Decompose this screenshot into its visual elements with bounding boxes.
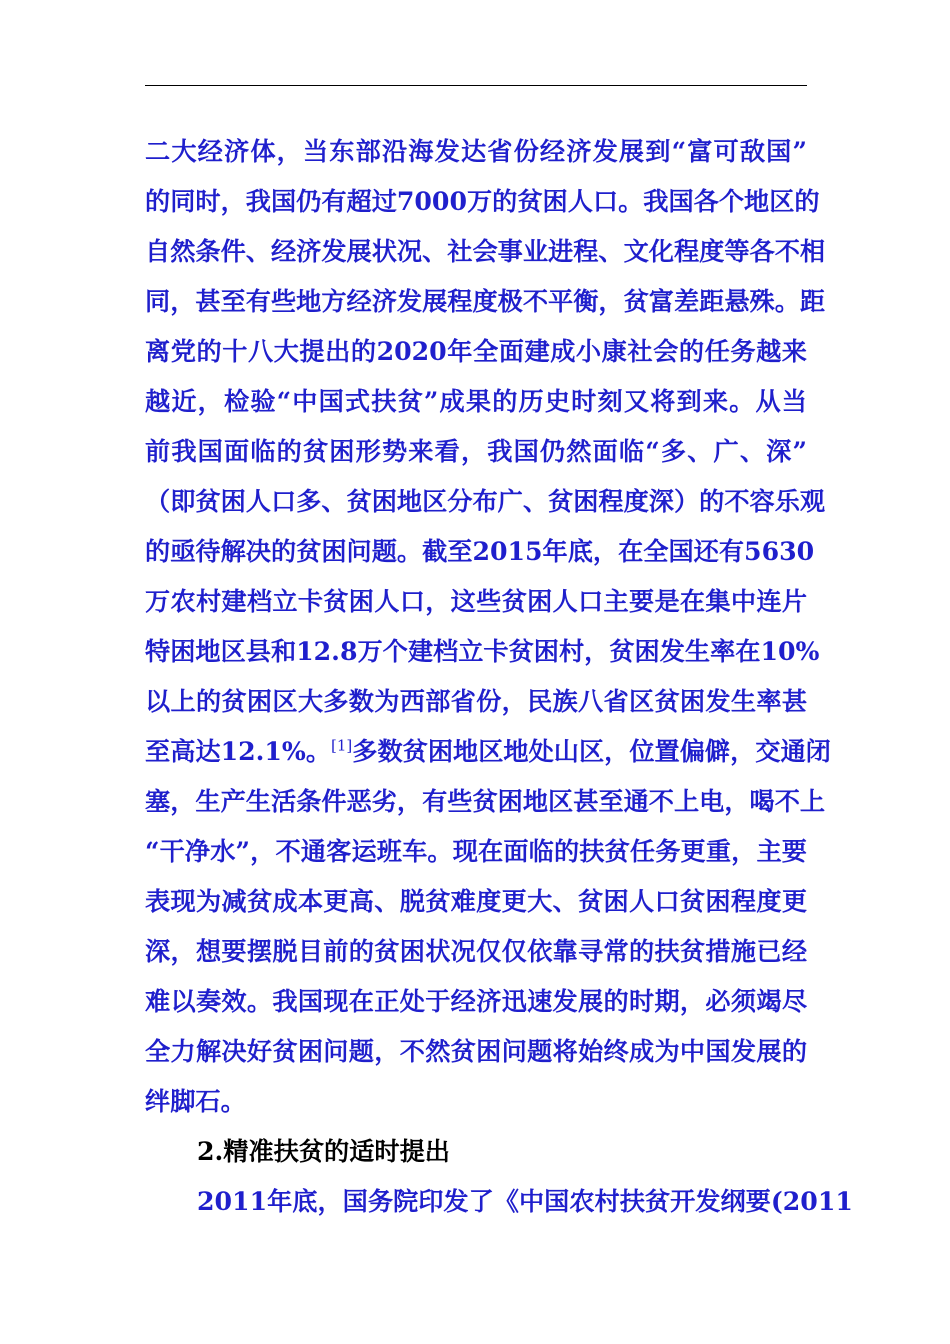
- text-line: 同，甚至有些地方经济发展程度极不平衡，贫富差距悬殊。距: [145, 286, 826, 316]
- text-segment: 至高达12.1%。: [145, 736, 332, 766]
- text-line: 越近，检验“中国式扶贫”成果的历史时刻又将到来。从当: [145, 386, 807, 416]
- text-line: （即贫困人口多、贫困地区分布广、贫困程度深）的不容乐观: [145, 486, 826, 516]
- text-line: 难以奏效。我国现在正处于经济迅速发展的时期，必须竭尽: [145, 986, 807, 1016]
- text-line: 表现为减贫成本更高、脱贫难度更大、贫困人口贫困程度更: [145, 886, 807, 916]
- text-line: “干净水”，不通客运班车。现在面临的扶贫任务更重，主要: [145, 836, 807, 866]
- text-line: 以上的贫困区大多数为西部省份，民族八省区贫困发生率甚: [145, 686, 807, 716]
- text-line: 的同时，我国仍有超过7000万的贫困人口。我国各个地区的: [145, 186, 820, 216]
- text-line: 万农村建档立卡贫困人口，这些贫困人口主要是在集中连片: [145, 586, 807, 616]
- text-segment: 多数贫困地区地处山区，位置偏僻，交通闭: [352, 736, 831, 766]
- text-line: 特困地区县和12.8万个建档立卡贫困村，贫困发生率在10%: [145, 636, 820, 666]
- footnote-reference: [1]: [331, 736, 353, 755]
- text-line: 二大经济体，当东部沿海发达省份经济发展到“富可敌国”: [145, 136, 807, 166]
- text-line: 的亟待解决的贫困问题。截至2015年底，在全国还有5630: [145, 536, 815, 566]
- text-line: 前我国面临的贫困形势来看，我国仍然面临“多、广、深”: [145, 436, 807, 466]
- text-line: 自然条件、经济发展状况、社会事业进程、文化程度等各不相: [145, 236, 826, 266]
- text-line: 深，想要摆脱目前的贫困状况仅仅依靠寻常的扶贫措施已经: [145, 936, 807, 966]
- header-rule: [145, 85, 807, 86]
- text-line-with-footnote: [145, 726, 831, 776]
- section-heading: 2.精准扶贫的适时提出: [197, 1136, 450, 1166]
- text-line: 全力解决好贫困问题，不然贫困问题将始终成为中国发展的: [145, 1036, 807, 1066]
- text-line: 塞，生产生活条件恶劣，有些贫困地区甚至通不上电，喝不上: [145, 786, 826, 816]
- text-line: 2011年底，国务院印发了《中国农村扶贫开发纲要(2011: [197, 1186, 853, 1216]
- body-text: [145, 126, 853, 1226]
- text-line: 绊脚石。: [145, 1086, 246, 1116]
- text-line: 离党的十八大提出的2020年全面建成小康社会的任务越来: [145, 336, 807, 366]
